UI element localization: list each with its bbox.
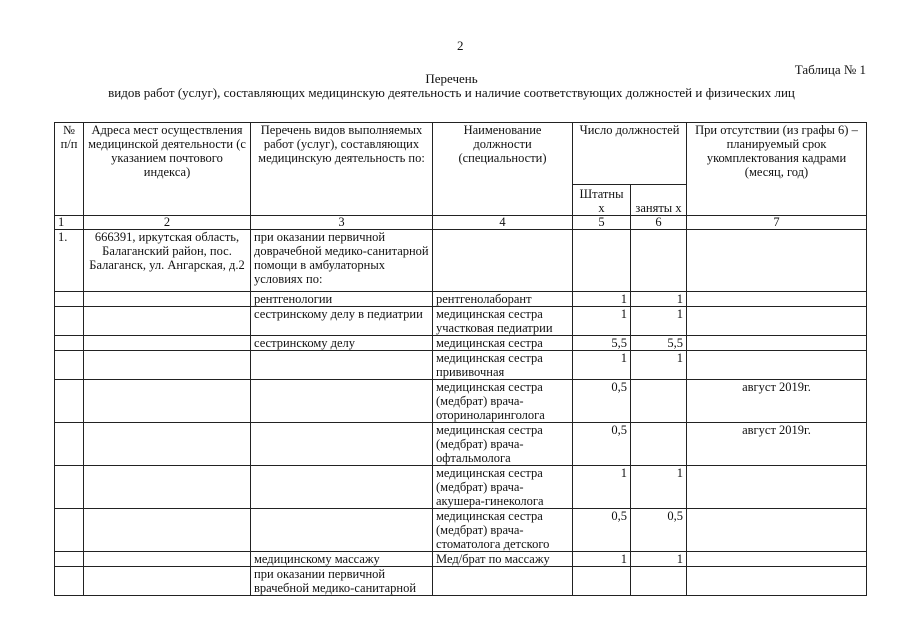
row-address xyxy=(84,351,251,380)
row-position: Мед/брат по массажу xyxy=(433,552,573,567)
row-staff: 0,5 xyxy=(573,509,631,552)
table-row xyxy=(55,292,867,307)
row-filled xyxy=(631,423,687,466)
row-position: медицинская сестра прививочная xyxy=(433,351,573,380)
row-filled: 1 xyxy=(631,466,687,509)
row-num xyxy=(55,466,84,509)
row-position: медицинская сестра xyxy=(433,336,573,351)
row-position xyxy=(433,567,573,596)
row-address xyxy=(84,423,251,466)
row-num xyxy=(55,307,84,336)
table-row xyxy=(55,567,867,596)
row-filled: 1 xyxy=(631,351,687,380)
row-service: сестринскому делу xyxy=(251,336,433,351)
table-row xyxy=(55,307,867,336)
row-plan xyxy=(687,552,867,567)
row-plan: август 2019г. xyxy=(687,423,867,466)
row-plan xyxy=(687,466,867,509)
table-row xyxy=(55,380,867,423)
row-plan xyxy=(687,307,867,336)
row-address xyxy=(84,292,251,307)
row-plan xyxy=(687,509,867,552)
row-num xyxy=(55,351,84,380)
page-number: 2 xyxy=(457,38,464,53)
row-service: при оказании первичной врачебной медико-санитарной xyxy=(251,567,433,596)
header-address: Адреса мест осуществления медицинской деятельности (с указанием почтового индекса) xyxy=(84,123,251,216)
row-staff: 1 xyxy=(573,351,631,380)
header-staff: Штатны х xyxy=(573,185,631,216)
table-row xyxy=(55,466,867,509)
header-positions-count: Число должностей xyxy=(573,123,687,185)
row-num: 1. xyxy=(55,230,84,292)
col-number: 7 xyxy=(687,216,867,230)
col-number: 2 xyxy=(84,216,251,230)
row-address xyxy=(84,552,251,567)
row-num xyxy=(55,552,84,567)
row-plan xyxy=(687,292,867,307)
header-num: № п/п xyxy=(55,123,84,216)
row-service: при оказании первичной доврачебной медико-санитарной помощи в амбулаторных условиях по: xyxy=(251,230,433,292)
row-filled: 0,5 xyxy=(631,509,687,552)
row-position: медицинская сестра (медбрат) врача-стоматолога детского xyxy=(433,509,573,552)
row-filled xyxy=(631,230,687,292)
row-service: сестринскому делу в педиатрии xyxy=(251,307,433,336)
row-plan xyxy=(687,351,867,380)
row-plan xyxy=(687,336,867,351)
row-position: медицинская сестра (медбрат) врача-офтальмолога xyxy=(433,423,573,466)
row-staff: 1 xyxy=(573,552,631,567)
row-staff: 1 xyxy=(573,307,631,336)
row-staff: 0,5 xyxy=(573,380,631,423)
table-row xyxy=(55,552,867,567)
row-staff xyxy=(573,230,631,292)
col-number: 4 xyxy=(433,216,573,230)
row-plan xyxy=(687,567,867,596)
table-row xyxy=(55,423,867,466)
row-filled xyxy=(631,567,687,596)
header-plan: При отсутствии (из графы 6) – планируемый срок укомплектования кадрами (месяц, год) xyxy=(687,123,867,216)
document-subtitle: видов работ (услуг), составляющих медицинскую деятельность и наличие соответствующих должностей и физических лиц xyxy=(108,85,795,100)
header-row xyxy=(55,123,867,185)
table-row xyxy=(55,351,867,380)
services-table xyxy=(54,122,867,596)
col-number: 5 xyxy=(573,216,631,230)
row-num xyxy=(55,423,84,466)
row-num xyxy=(55,380,84,423)
row-address xyxy=(84,336,251,351)
row-num xyxy=(55,567,84,596)
row-address xyxy=(84,466,251,509)
table-row xyxy=(55,336,867,351)
row-plan: август 2019г. xyxy=(687,380,867,423)
row-service xyxy=(251,509,433,552)
row-num xyxy=(55,336,84,351)
row-filled: 1 xyxy=(631,552,687,567)
row-position: медицинская сестра участковая педиатрии xyxy=(433,307,573,336)
row-address xyxy=(84,509,251,552)
row-staff: 5,5 xyxy=(573,336,631,351)
row-service xyxy=(251,380,433,423)
document-title: Перечень xyxy=(425,71,478,86)
table-row xyxy=(55,230,867,292)
col-number: 1 xyxy=(55,216,84,230)
row-staff: 0,5 xyxy=(573,423,631,466)
row-position xyxy=(433,230,573,292)
table-label: Таблица № 1 xyxy=(794,62,866,77)
row-filled: 1 xyxy=(631,292,687,307)
row-filled xyxy=(631,380,687,423)
row-plan xyxy=(687,230,867,292)
row-num xyxy=(55,292,84,307)
row-service: медицинскому массажу xyxy=(251,552,433,567)
row-staff: 1 xyxy=(573,292,631,307)
row-address: 666391, иркутская область, Балаганский район, пос. Балаганск, ул. Ангарская, д.2 xyxy=(84,230,251,292)
row-service: рентгенологии xyxy=(251,292,433,307)
row-staff: 1 xyxy=(573,466,631,509)
row-staff xyxy=(573,567,631,596)
row-service xyxy=(251,351,433,380)
table-row xyxy=(55,509,867,552)
row-address xyxy=(84,567,251,596)
row-address xyxy=(84,307,251,336)
row-num xyxy=(55,509,84,552)
row-position: медицинская сестра (медбрат) врача-акушера-гинеколога xyxy=(433,466,573,509)
col-number: 6 xyxy=(631,216,687,230)
header-filled: заняты х xyxy=(631,185,687,216)
column-numbers-row xyxy=(55,216,867,230)
header-position: Наименование должности (специальности) xyxy=(433,123,573,216)
row-service xyxy=(251,423,433,466)
row-position: медицинская сестра (медбрат) врача-оториноларинголога xyxy=(433,380,573,423)
row-filled: 5,5 xyxy=(631,336,687,351)
row-position: рентгенолаборант xyxy=(433,292,573,307)
row-service xyxy=(251,466,433,509)
col-number: 3 xyxy=(251,216,433,230)
header-services: Перечень видов выполняемых работ (услуг), составляющих медицинскую деятельность по: xyxy=(251,123,433,216)
row-filled: 1 xyxy=(631,307,687,336)
row-address xyxy=(84,380,251,423)
